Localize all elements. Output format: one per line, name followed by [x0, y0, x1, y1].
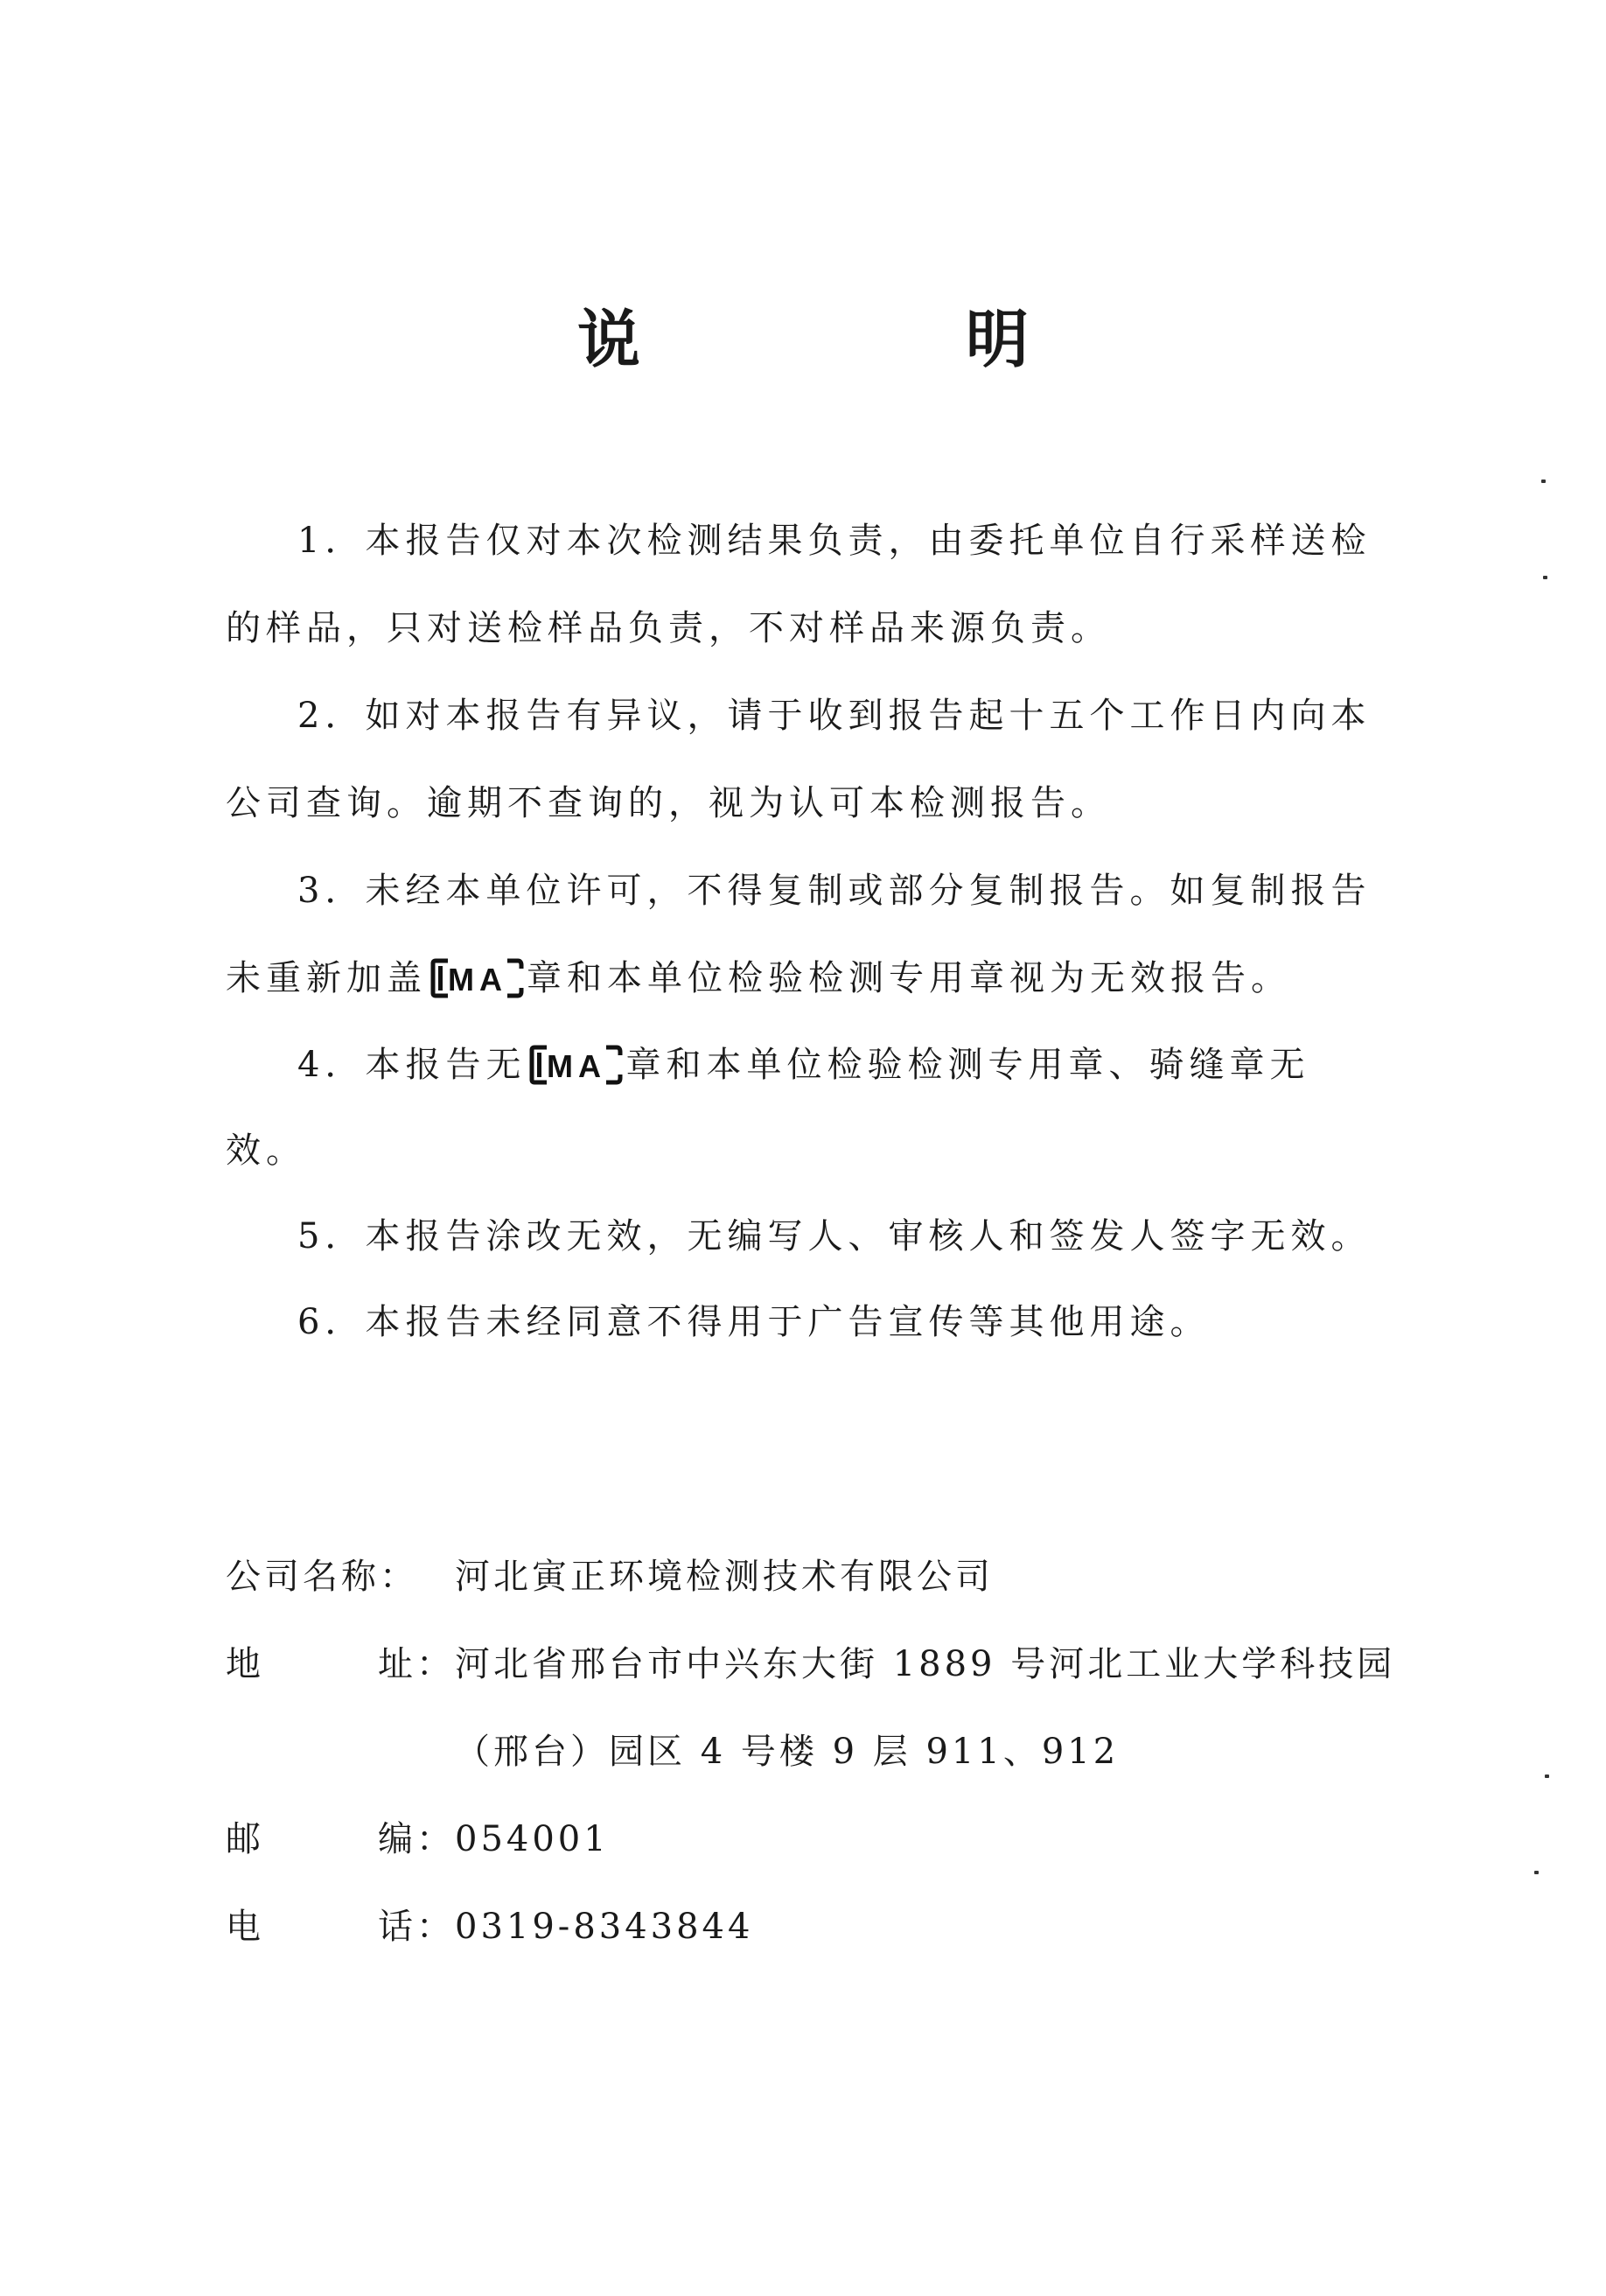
postcode-label: 邮 编：	[226, 1819, 455, 1859]
phone-value: 0319-8343844	[455, 1907, 754, 1947]
address-line-1: 河北省邢台市中兴东大街 1889 号河北工业大学科技园	[455, 1644, 1396, 1684]
company-name-row	[226, 1533, 1407, 1620]
note-item-4-text-after: 章和本单位检验检测专用章、骑缝章无效。	[226, 1045, 1310, 1171]
company-name-value: 河北寅正环境检测技术有限公司	[455, 1557, 994, 1597]
scan-mark	[1534, 1871, 1539, 1874]
note-item-6: 6．本报告未经同意不得用于广告宣传等其他用途。	[297, 1302, 1211, 1342]
svg-text:MA: MA	[448, 962, 507, 998]
phone-row	[226, 1883, 1407, 1970]
note-item-1: 1．本报告仅对本次检测结果负责，由委托单位自行采样送检的样品，只对送检样品负责，不对样品来源负责。	[226, 521, 1372, 648]
postcode-value: 054001	[455, 1819, 610, 1859]
address-row	[226, 1620, 1407, 1796]
address-value	[455, 1620, 1407, 1796]
scan-mark	[1545, 1774, 1549, 1778]
svg-text:MA: MA	[547, 1048, 607, 1084]
note-item-3	[226, 847, 1389, 1022]
cma-mark-icon	[430, 958, 525, 998]
postcode-row	[226, 1796, 1407, 1883]
page-title: 说 明	[576, 302, 1160, 376]
note-item-3-text-after: 章和本单位检验检测专用章视为无效报告。	[527, 958, 1291, 998]
company-name-label: 公司名称：	[226, 1557, 418, 1597]
scan-mark	[1543, 576, 1547, 579]
scan-mark	[1541, 480, 1546, 483]
address-label: 地 址：	[226, 1644, 455, 1684]
note-item-4-text-before: 4．本报告无	[297, 1045, 527, 1085]
note-item-5: 5．本报告涂改无效，无编写人、审核人和签发人签字无效。	[297, 1216, 1372, 1256]
phone-label: 电 话：	[226, 1907, 455, 1947]
company-info	[226, 1533, 1407, 1970]
note-item-2: 2．如对本报告有异议，请于收到报告起十五个工作日内向本公司查询。逾期不查询的，视为认可本检测报告。	[226, 696, 1372, 823]
notes-list	[226, 497, 1389, 1365]
note-item-3-text-before: 3．未经本单位许可，不得复制或部分复制报告。如复制报告未重新加盖	[226, 871, 1372, 998]
address-line-2: （邢台）园区 4 号楼 9 层 911、912	[455, 1732, 1120, 1772]
cma-mark-icon	[529, 1045, 624, 1085]
note-item-4	[226, 1022, 1389, 1194]
